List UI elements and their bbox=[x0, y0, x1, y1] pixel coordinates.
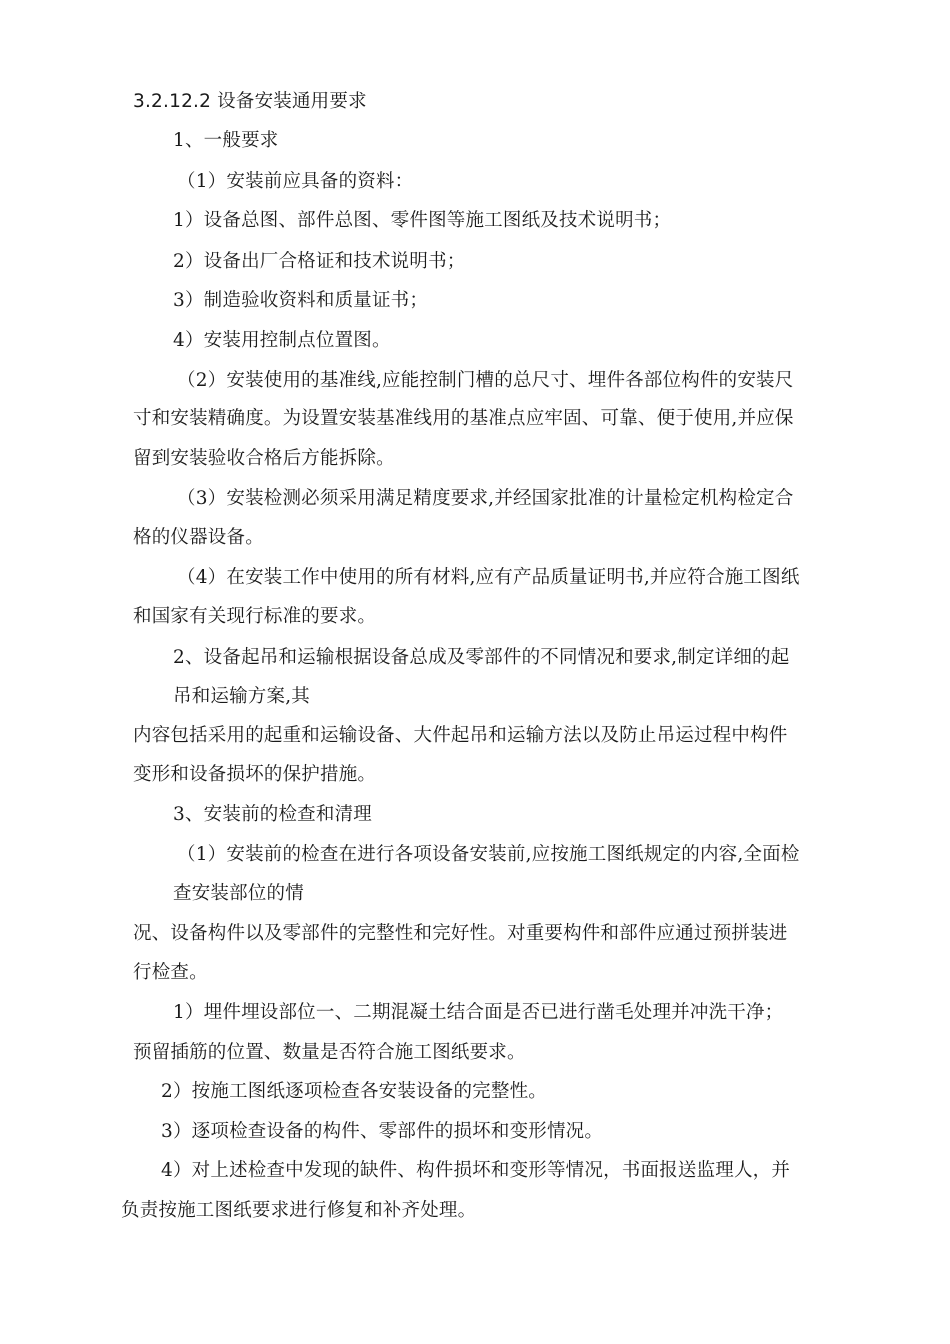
text-line: 吊和运输方案,其 bbox=[173, 686, 310, 707]
text-line: 4）安装用控制点位置图。 bbox=[173, 330, 391, 351]
text-line: 1）埋件埋设部位一、二期混凝土结合面是否已进行凿毛处理并冲洗干净； bbox=[173, 1002, 784, 1023]
text-line: 2）设备出厂合格证和技术说明书； bbox=[173, 251, 466, 272]
text-line: 行检查。 bbox=[133, 962, 208, 983]
text-line: 和国家有关现行标准的要求。 bbox=[133, 606, 377, 627]
text-line: 1）设备总图、部件总图、零件图等施工图纸及技术说明书； bbox=[173, 210, 672, 231]
text-line: 3）逐项检查设备的构件、零部件的损坏和变形情况。 bbox=[161, 1121, 604, 1142]
text-line: 内容包括采用的起重和运输设备、大件起吊和运输方法以及防止吊运过程中构件 bbox=[133, 725, 788, 746]
section-heading: 3.2.12.2 设备安装通用要求 bbox=[133, 91, 367, 112]
text-line: 变形和设备损坏的保护措施。 bbox=[133, 764, 377, 785]
text-line: 预留插筋的位置、数量是否符合施工图纸要求。 bbox=[133, 1042, 526, 1063]
text-line: 查安装部位的情 bbox=[173, 883, 304, 904]
text-line: （2）安装使用的基准线,应能控制门槽的总尺寸、埋件各部位构件的安装尺 bbox=[177, 370, 794, 391]
text-line: 2）按施工图纸逐项检查各安装设备的完整性。 bbox=[161, 1081, 547, 1102]
text-line: 4）对上述检查中发现的缺件、构件损坏和变形等情况，书面报送监理人，并 bbox=[161, 1160, 791, 1181]
text-line: 格的仪器设备。 bbox=[133, 527, 264, 548]
text-line: （4）在安装工作中使用的所有材料,应有产品质量证明书,并应符合施工图纸 bbox=[177, 567, 800, 588]
text-line: 况、设备构件以及零部件的完整性和完好性。对重要构件和部件应通过预拼装进 bbox=[133, 923, 788, 944]
text-line: 寸和安装精确度。为设置安装基准线用的基准点应牢固、可靠、便于使用,并应保 bbox=[133, 408, 794, 429]
text-line: 留到安装验收合格后方能拆除。 bbox=[133, 448, 395, 469]
text-line: 2、设备起吊和运输根据设备总成及零部件的不同情况和要求,制定详细的起 bbox=[173, 647, 790, 668]
text-line: （1）安装前应具备的资料： bbox=[177, 171, 414, 192]
text-line: 1、一般要求 bbox=[173, 130, 279, 151]
text-line: 负责按施工图纸要求进行修复和补齐处理。 bbox=[121, 1200, 477, 1221]
text-line: （3）安装检测必须采用满足精度要求,并经国家批准的计量检定机构检定合 bbox=[177, 488, 794, 509]
text-line: 3、安装前的检查和清理 bbox=[173, 804, 372, 825]
text-line: （1）安装前的检查在进行各项设备安装前,应按施工图纸规定的内容,全面检 bbox=[177, 844, 800, 865]
text-line: 3）制造验收资料和质量证书； bbox=[173, 290, 429, 311]
